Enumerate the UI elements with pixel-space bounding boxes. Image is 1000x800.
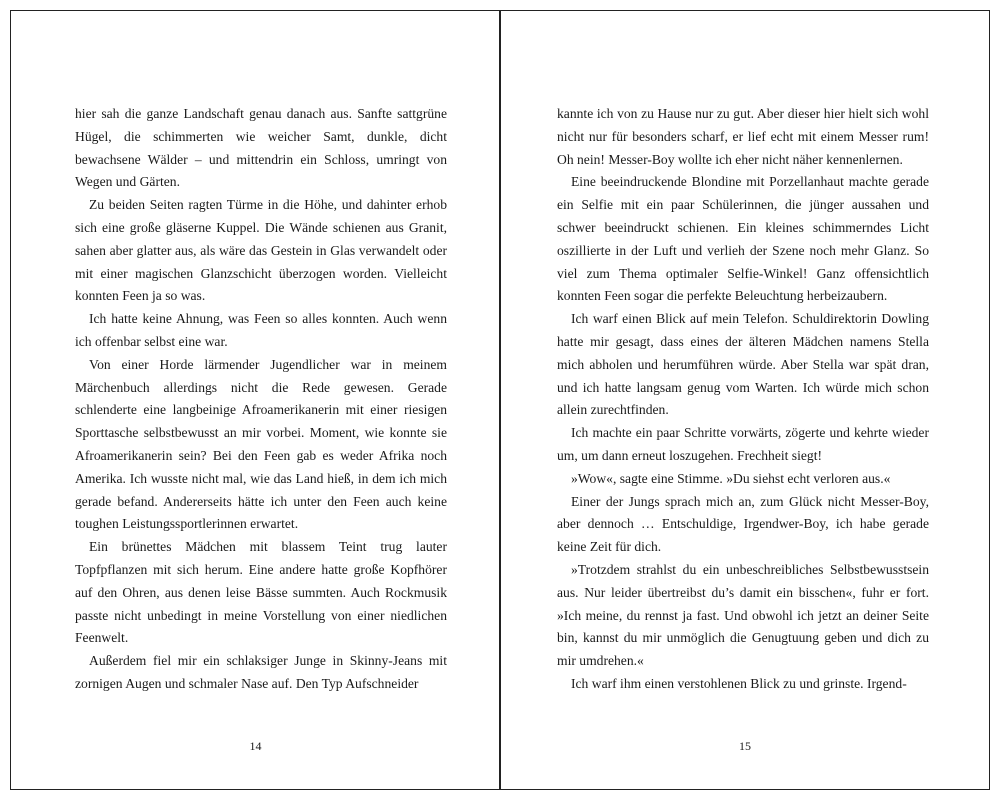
paragraph: Ich warf einen Blick auf mein Telefon. Schuldirektorin Dowling hatte mir gesagt, dass eines der älteren Mädchen namens Stella mich abholen und herumführen würde. Aber Stella war spät dran, und ich hatte langsam genug vom Warten. Ich würde mich schon allein zurechtfinden. [557,311,929,418]
paragraph: Außerdem fiel mir ein schlaksiger Junge in Skinny-Jeans mit zornigen Augen und schmaler Nase auf. Den Typ Aufschneider [75,653,447,691]
paragraph: Zu beiden Seiten ragten Türme in die Höhe, und dahinter erhob sich eine große gläserne Kuppel. Die Wände schienen aus Granit, sahen aber glatter aus, als wäre das Gestein in Glas verwandelt oder mit einer magischen Glanzschicht überzogen worden. Vielleicht konnten Feen ja so was. [75,197,447,304]
paragraph: Ich machte ein paar Schritte vorwärts, zögerte und kehrte wieder um, um dann erneut loszugehen. Frechheit siegt! [557,425,929,463]
paragraph: Ich hatte keine Ahnung, was Feen so alles konnten. Auch wenn ich offenbar selbst eine war. [75,311,447,349]
paragraph: Eine beeindruckende Blondine mit Porzellanhaut machte gerade ein Selfie mit ein paar Schülerinnen, die jünger aussahen und schwer beeindruckt schienen. Ein kleines schimmerndes Licht oszillierte in der Luft und verlieh der Szene noch mehr Glanz. So viel zum Thema optimaler Selfie-Winkel! Ganz offensichtlich konnten Feen sogar die perfekte Beleuchtung herbeizaubern. [557,174,929,304]
right-page [500,10,990,790]
paragraph: Einer der Jungs sprach mich an, zum Glück nicht Messer-Boy, aber dennoch … Entschuldige, Irgendwer-Boy, ich habe gerade keine Zeit für dich. [557,493,929,555]
left-page-text [75,103,447,696]
left-page [10,10,500,790]
right-page-text [557,103,929,696]
page-number: 15 [739,739,751,753]
paragraph: Ich warf ihm einen verstohlenen Blick zu und grinste. Irgend- [571,675,907,691]
paragraph: Ein brünettes Mädchen mit blassem Teint trug lauter Topfpflanzen mit sich herum. Eine andere hatte große Kopfhörer auf den Ohren, aus denen leise Bässe summten. Auch Rockmusik passte nicht unbedingt in meine Vorstellung von einer niedlichen Feenwelt. [75,539,447,646]
paragraph: Von einer Horde lärmender Jugendlicher war in meinem Märchenbuch allerdings nicht die Rede gewesen. Gerade schlenderte eine langbeinige Afroamerikanerin mit einer riesigen Sporttasche selbstbewusst an mir vorbei. Moment, wie konnte sie Afroamerikanerin sein? Bei den Feen gab es weder Afrika noch Amerika. Ich wusste nicht mal, wie das Land hieß, in dem ich mich gerade befand. Andererseits hätte ich unter den Feen auch keine toughen Leistungssportlerinnen erwartet. [75,356,447,532]
paragraph: kannte ich von zu Hause nur zu gut. Aber dieser hier hielt sich wohl nicht nur für besonders scharf, er lief echt mit einem Messer rum! Oh nein! Messer-Boy wollte ich eher nicht näher kennenlernen. [557,106,929,167]
page-number: 14 [249,739,262,753]
paragraph: »Wow«, sagte eine Stimme. »Du siehst echt verloren aus.« [571,470,891,486]
paragraph: »Trotzdem strahlst du ein unbeschreibliches Selbstbewusstsein aus. Nur leider übertreibst du’s damit ein bisschen«, fuhr er fort. »Ich meine, du rennst ja fast. Und obwohl ich jetzt an deiner Seite bin, kannst du mir unmöglich die Genugtuung geben und dich zu mir umdrehen.« [557,561,929,669]
paragraph: hier sah die ganze Landschaft genau danach aus. Sanfte sattgrüne Hügel, die schimmerten wie weicher Samt, dunkle, dicht bewachsene Wälder – und mittendrin ein Schloss, umringt von Wegen und Gärten. [75,106,447,190]
